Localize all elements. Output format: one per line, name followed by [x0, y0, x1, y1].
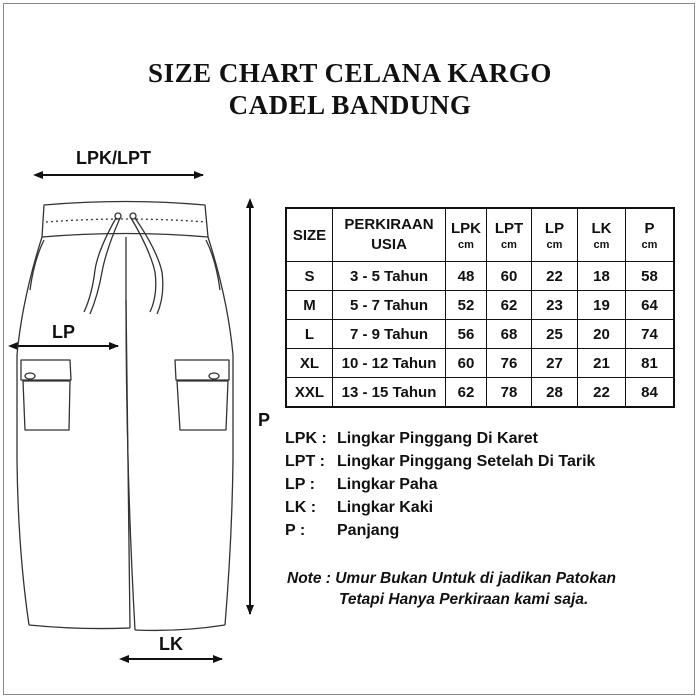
cell-p: 58: [626, 262, 675, 291]
note: [287, 570, 616, 609]
note-line2: Tetapi Hanya Perkiraan kami saja.: [339, 591, 589, 608]
header-age: PERKIRAAN USIA: [333, 208, 446, 262]
cell-p: 74: [626, 320, 675, 349]
cell-lpk: 48: [446, 262, 487, 291]
cell-lk: 21: [578, 349, 626, 378]
header-lpt: [487, 208, 532, 262]
unit-cm: cm: [641, 238, 658, 251]
cell-lpt: 78: [487, 378, 532, 408]
cell-size: XL: [286, 349, 333, 378]
header-lk: [578, 208, 626, 262]
cell-lpt: 62: [487, 291, 532, 320]
waist-label: LPK/LPT: [76, 148, 151, 168]
table-row: [286, 378, 674, 408]
legend-item: [285, 499, 595, 522]
header-p: [626, 208, 675, 262]
cell-lk: 18: [578, 262, 626, 291]
leg-opening-label: LK: [159, 634, 183, 654]
table-row: [286, 320, 674, 349]
cell-size: L: [286, 320, 333, 349]
cell-lpk: 62: [446, 378, 487, 408]
abbreviation-legend: [285, 430, 595, 545]
legend-abbr: P :: [285, 522, 306, 539]
unit-cm: cm: [501, 238, 517, 251]
legend-text: Panjang: [337, 522, 400, 539]
cell-lp: 23: [532, 291, 578, 320]
cell-lp: 22: [532, 262, 578, 291]
cell-lpt: 76: [487, 349, 532, 378]
length-label: P: [258, 410, 271, 430]
chart-title-line2: CADEL BANDUNG: [228, 90, 472, 120]
legend-item: [285, 476, 595, 499]
cell-lk: 22: [578, 378, 626, 408]
header-lk-text: LK: [591, 219, 612, 237]
cell-age: 13 - 15 Tahun: [333, 378, 446, 408]
size-table: [285, 207, 675, 408]
legend-abbr: LPT :: [285, 453, 325, 470]
cell-size: XXL: [286, 378, 333, 408]
legend-text: Lingkar Pinggang Di Karet: [337, 430, 538, 447]
header-size: SIZE: [286, 208, 333, 262]
cell-age: 10 - 12 Tahun: [333, 349, 446, 378]
thigh-label: LP: [52, 322, 76, 342]
cell-lk: 20: [578, 320, 626, 349]
header-lpt-text: LPT: [494, 219, 524, 237]
cell-age: 5 - 7 Tahun: [333, 291, 446, 320]
unit-cm: cm: [593, 238, 610, 251]
legend-item: [285, 430, 595, 453]
legend-abbr: LPK :: [285, 430, 327, 447]
cell-lpk: 52: [446, 291, 487, 320]
cell-lpt: 60: [487, 262, 532, 291]
legend-text: Lingkar Paha: [337, 476, 438, 493]
cell-lp: 27: [532, 349, 578, 378]
cell-p: 81: [626, 349, 675, 378]
pants-outline: [17, 202, 233, 631]
cell-lpk: 56: [446, 320, 487, 349]
chart-title-line1: SIZE CHART CELANA KARGO: [148, 58, 552, 88]
cell-size: S: [286, 262, 333, 291]
unit-cm: cm: [546, 238, 563, 251]
cell-age: 3 - 5 Tahun: [333, 262, 446, 291]
cell-lpt: 68: [487, 320, 532, 349]
table-row: [286, 349, 674, 378]
table-row: [286, 262, 674, 291]
table-header-row: [286, 208, 674, 262]
legend-text: Lingkar Kaki: [337, 499, 434, 516]
cell-lp: 28: [532, 378, 578, 408]
table-row: [286, 291, 674, 320]
legend-item: [285, 453, 595, 476]
header-lp: [532, 208, 578, 262]
unit-cm: cm: [458, 238, 474, 251]
cell-age: 7 - 9 Tahun: [333, 320, 446, 349]
header-lpk-text: LPK: [451, 219, 481, 237]
header-p-text: P: [644, 219, 655, 237]
cell-p: 84: [626, 378, 675, 408]
cell-lp: 25: [532, 320, 578, 349]
legend-abbr: LP :: [285, 476, 315, 493]
cell-lpk: 60: [446, 349, 487, 378]
cell-size: M: [286, 291, 333, 320]
header-lpk: [446, 208, 487, 262]
cell-p: 64: [626, 291, 675, 320]
legend-abbr: LK :: [285, 499, 317, 516]
legend-text: Lingkar Pinggang Setelah Di Tarik: [337, 453, 596, 470]
header-lp-text: LP: [544, 219, 565, 237]
legend-item: [285, 522, 595, 545]
note-line1: Note : Umur Bukan Untuk di jadikan Patokan: [287, 570, 616, 587]
cell-lk: 19: [578, 291, 626, 320]
